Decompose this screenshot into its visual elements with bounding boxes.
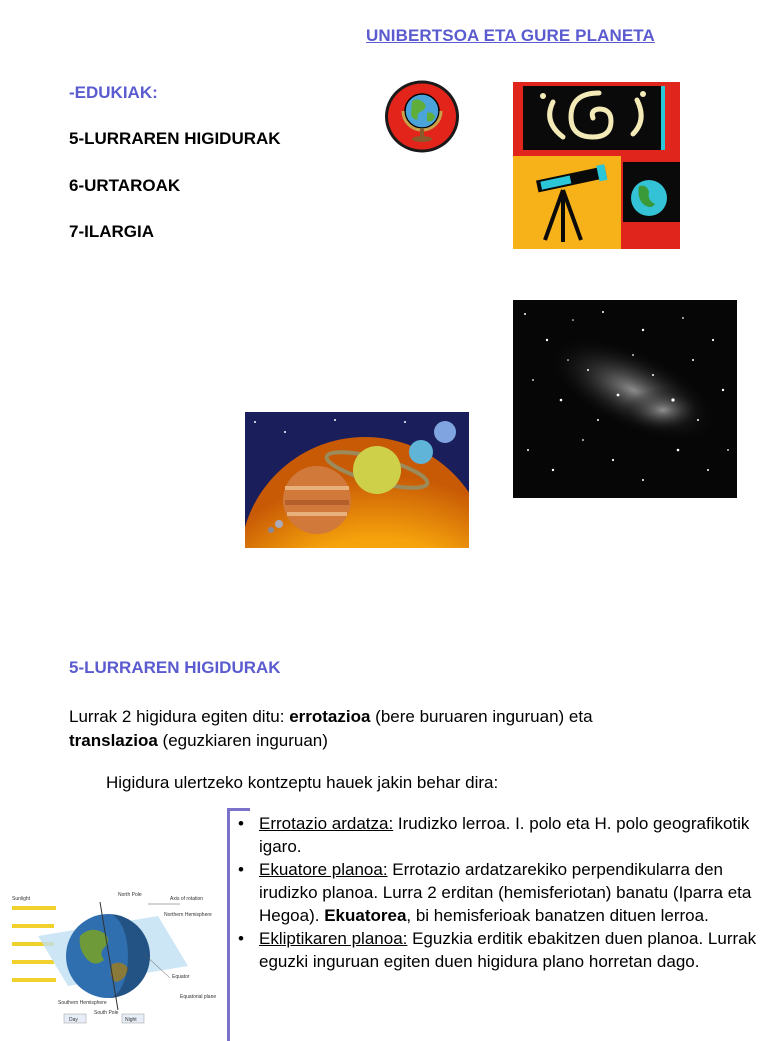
- intro-term-rotation: errotazioa: [289, 707, 371, 726]
- concept-list: [238, 812, 758, 973]
- diagram-label-equator: Equator: [172, 974, 190, 980]
- diagram-label-north-pole: North Pole: [118, 892, 142, 898]
- concept-text: Eguzkia erditik ebakitzen duen planoa. Lurrak eguzki inguruan egiten duen higidura plano horretan dago.: [259, 929, 757, 971]
- concept-term: Ekliptikaren planoa:: [259, 929, 408, 948]
- toc-item-urtaroak: 6-URTAROAK: [69, 176, 181, 195]
- toc-heading: -EDUKIAK:: [69, 83, 158, 102]
- toc-item-ilargia: 7-ILARGIA: [69, 222, 154, 241]
- concept-bold: Ekuatorea: [324, 906, 407, 925]
- diagram-label-night: Night: [125, 1017, 137, 1023]
- diagram-label-sunlight: Sunlight: [12, 896, 31, 902]
- page-title: UNIBERTSOA ETA GURE PLANETA: [366, 26, 655, 45]
- starfield-photo: [513, 300, 737, 498]
- intro-text: Lurrak 2 higidura egiten ditu:: [69, 707, 290, 726]
- intro-paragraph: [69, 705, 709, 753]
- intro-text: (eguzkiaren inguruan): [157, 731, 328, 750]
- diagram-label-day: Day: [69, 1017, 78, 1023]
- diagram-label-south-pole: South Pole: [94, 1010, 119, 1016]
- solar-system-photo: [245, 412, 469, 548]
- concept-term: Ekuatore planoa:: [259, 860, 388, 879]
- section-title: 5-LURRAREN HIGIDURAK: [69, 658, 281, 677]
- diagram-label-axis: Axis of rotation: [170, 896, 204, 902]
- intro-term-translation: translazioa: [69, 731, 158, 750]
- earth-axis-diagram: [8, 886, 222, 1024]
- intro-text: (bere buruaren inguruan) eta: [370, 707, 593, 726]
- list-item: [238, 858, 758, 927]
- telescope-galaxy-icon: [513, 82, 680, 249]
- list-item: [238, 927, 758, 973]
- concepts-intro: Higidura ulertzeko kontzeptu hauek jakin behar dira:: [106, 773, 499, 792]
- concept-text: Irudizko lerroa. I. polo eta H. polo geografikotik igaro.: [259, 814, 750, 856]
- diagram-label-southern-hemisphere: Southern Hemisphere: [58, 1000, 107, 1006]
- concept-term: Errotazio ardatza:: [259, 814, 394, 833]
- globe-icon: [383, 79, 461, 154]
- diagram-label-northern-hemisphere: Northern Hemisphere: [164, 912, 212, 918]
- concept-text: , bi hemisferioak banatzen dituen lerroa.: [406, 906, 709, 925]
- diagram-label-equatorial-plane: Equatorial plane: [180, 994, 217, 1000]
- toc-item-lurraren-higidurak: 5-LURRAREN HIGIDURAK: [69, 129, 281, 148]
- list-item: [238, 812, 758, 858]
- concept-text: Errotazio ardatzarekiko perpendikularra den irudizko planoa. Lurra 2 erditan (hemisferiotan) banatu (Iparra eta Hegoa).: [259, 860, 752, 925]
